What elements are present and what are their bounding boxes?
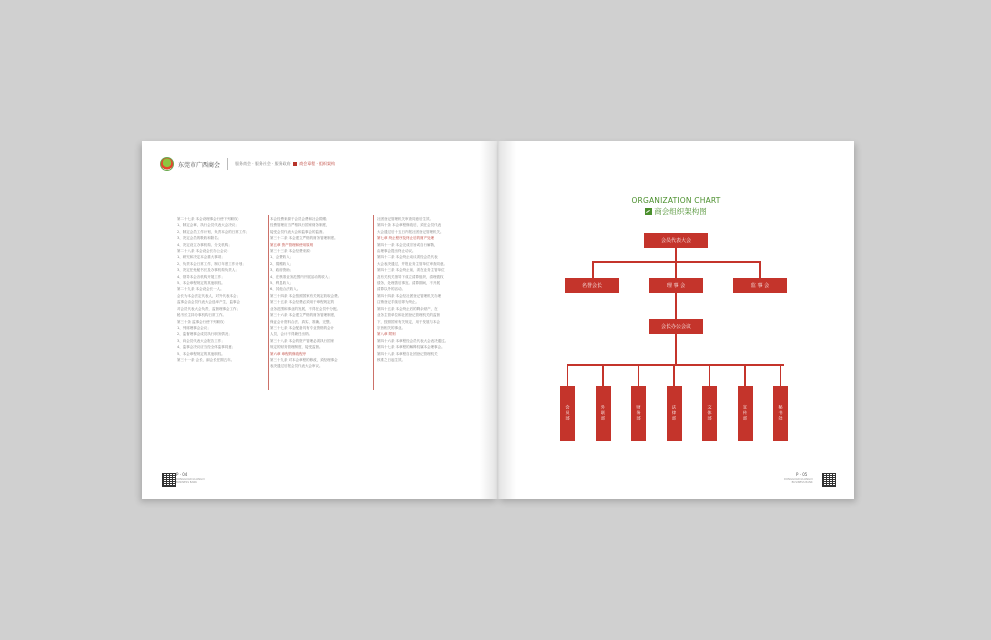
text-column-1 [177,216,277,363]
org-node-department: 秘书处 [773,386,788,441]
qr-code-icon [822,473,836,487]
body-text-line: 大会通过后十五日内报社团登记管理机关。 [377,229,444,234]
body-text-line: 会长为本会法定代表人，对外代表本会； [177,293,240,298]
body-text-line: 1、列席理事会会议； [177,325,211,330]
body-text-line: 3、向会员代表大会报告工作； [177,338,225,343]
body-text-line: 2、制定会员工作计划，负责本会的日常工作； [177,229,250,234]
org-node-department: 外联部 [596,386,611,441]
body-text-line: 第四十七条 本章程的解释权属本会理事会。 [377,345,445,350]
body-text-line: 由理事会提出终止动议。 [377,249,416,254]
body-text-line: 第四十四条 本会经社团登记管理机关办理 [377,293,442,298]
body-text-line: 第三十八条 本会的资产管理必须执行国家 [270,338,335,343]
body-text-line: 核准之日起生效。 [377,357,405,362]
chart-title [621,196,731,217]
body-text-line: 第三十二条 本会建立严格的财务管理制度。 [270,236,338,241]
org-node-council: 理 事 会 [649,278,703,293]
left-page [142,141,498,499]
body-text-line: 4、领导本会各机构开展工作； [177,274,225,279]
chart-title-chinese: 商会组织架构图 [654,207,707,216]
nav-item-1: 服务商会 [235,161,252,166]
body-text-line: 第八章 附则 [377,332,396,337]
footer-meta [176,478,205,485]
qr-code-icon [162,473,176,487]
title-mark-icon [645,208,652,215]
body-text-line: 第三十三条 本会经费来源： [270,249,314,254]
brochure-spread [142,141,854,499]
nav-item-2: 服务社会 [254,161,271,166]
connector-line [744,364,746,386]
connector-line [675,293,677,319]
connector-line [675,334,677,364]
body-text-line: 第四十八条 本章程自社团登记管理机关 [377,351,438,356]
body-text-line: 4、决定设立办事机构、分支机构； [177,242,232,247]
body-text-line: 1、会费收入； [270,255,294,260]
page-number: P · 04 [176,472,188,477]
body-text-line: 1、制定会章，执行会员代表大会决议； [177,223,239,228]
body-text-line: 3、决定任免秘书长及办事机构负责人； [177,268,239,273]
body-text-line: 第二十七条 本会设理事会行使下列职权： [177,217,242,221]
body-text-line: 第四十三条 本会终止前，须在业务主管单位 [377,268,445,273]
nav-item-active: 商会章程 · 组织架构 [299,161,336,166]
body-text-line: 注销登记手续后即为终止。 [377,300,419,305]
chamber-logo-icon [160,157,174,171]
footer-meta-line: BUSINESS BANK [791,481,813,485]
org-node-department: 会员部 [560,386,575,441]
body-text-line: 第三十六条 本会建立严格的财务管理制度， [270,313,338,318]
body-text-line: 下，按照国家有关规定，用于发展与本会 [377,319,440,324]
body-text-line: 4、在核准业务范围内开展活动的收入； [270,274,332,279]
column-divider [373,215,374,390]
body-text-line: 第二十八条 本会设会长办公会议： [177,249,231,254]
org-node-top: 会员代表大会 [644,233,708,248]
org-node-supervisory-board: 监 事 会 [733,278,787,293]
text-column-3 [377,216,477,363]
header-nav: 服务商会 · 服务社会 · 服务政府 商会章程 · 组织架构 [235,161,336,166]
body-text-line: 第六章 章程的修改程序 [270,351,307,356]
body-text-line: 清算以外的活动。 [377,287,405,292]
text-column-2 [270,216,370,370]
body-text-line: 监事会由会员代表大会选举产生，监事会 [177,300,240,305]
body-text-line: 3、政府资助； [270,268,294,273]
nav-item-3: 服务政府 [274,161,291,166]
org-node-department: 宣传部 [738,386,753,441]
body-text-line: 5、本会章程规定的其他职权。 [177,281,225,286]
body-text-line: 大会表决通过，并报业务主管单位审查同意。 [377,261,447,266]
body-text-line: 接受会员代表大会和监事会的监督。 [270,229,326,234]
body-text-line: 第四十二条 本会终止动议须经会员代表 [377,255,438,260]
body-text-line: 第四十条 本会章程修改后，须在会员代表 [377,223,442,228]
body-text-line: 保证会计资料合法、真实、准确、完整。 [270,319,333,324]
body-text-line: 5、本会章程规定的其他职权。 [177,351,225,356]
org-node-department: 财务部 [631,386,646,441]
body-text-line: 社团登记管理机关审查同意后生效。 [377,217,433,221]
org-node-department: 法律部 [667,386,682,441]
connector-line [759,261,761,278]
right-page [498,141,854,499]
body-text-line: 第三十条 监事会行使下列职权： [177,319,228,324]
body-text-line: 2、负责本会日常工作，制订年度工作计划； [177,261,246,266]
chart-title-chinese-row [621,206,731,217]
connector-line [675,261,677,278]
body-text-line: 本会经费来源于会员会费和社会捐赠； [270,217,330,221]
footer-meta [784,478,813,485]
book-gutter-shadow [480,141,516,499]
section-marker-icon [293,162,297,166]
connector-line [602,364,604,386]
body-text-line: 第七章 终止程序及终止后的财产处理 [377,236,435,241]
column-divider [268,215,269,390]
body-text-line: 秘书长主持办事机构日常工作。 [177,313,226,318]
body-text-line: 6、其他合法收入。 [270,287,301,292]
body-text-line: 及有关机关指导下成立清算组织，清理债权 [377,274,444,279]
body-text-line: 经费管理应当严格执行国家财务制度， [270,223,330,228]
body-text-line: 1、研究和决定本会重大事项； [177,255,225,260]
body-text-line: 4、监事会决议应当经全体监事同意； [177,345,236,350]
body-text-line: 业务主管单位和社团登记管理机关的监督 [377,313,440,318]
header-divider [227,158,228,170]
body-text-line: 表决通过后报会员代表大会审议。 [270,364,323,369]
connector-line [673,364,675,386]
body-text-line: 业务范围和事业的发展，不得在会员中分配。 [270,306,340,311]
org-node-president-office: 会长办公会议 [649,319,703,334]
body-text-line: 第二十九条 本会设会长一人。 [177,287,224,292]
body-text-line: 第四十一条 本会完成宗旨或自行解散， [377,242,438,247]
body-text-line: 第三十一条 会长、副会长任期五年。 [177,357,235,362]
connector-line [638,364,640,386]
connector-line [567,364,784,366]
connector-line [592,261,594,278]
body-text-line: 第三十五条 本会经费必须用于章程规定的 [270,300,335,305]
connector-line [675,248,677,261]
organization-name: 东莞市广西商会 [178,162,221,169]
connector-line [567,364,569,386]
body-text-line: 人员，会计不得兼任出纳。 [270,332,312,337]
page-header [160,157,335,171]
footer-meta-line: DONGGUAN GUANGXI [784,478,813,481]
footer-meta-line: BUSINESS BANK [176,481,197,485]
body-text-line: 第三十九条 对本会章程的修改，须经理事会 [270,357,338,362]
body-text-line: 第五章 资产管理和使用原则 [270,242,314,247]
footer-meta-line: DONGGUAN GUANGXI [176,478,205,481]
org-node-honorary-president: 名誉会长 [565,278,619,293]
body-text-line: 3、决定会员的吸收和除名； [177,236,222,241]
body-text-line: 宗旨相关的事业。 [377,325,405,330]
org-node-department: 文体部 [702,386,717,441]
body-text-line: 第四十五条 本会终止后的剩余财产，在 [377,306,438,311]
page-number: P · 05 [796,472,808,477]
body-text-line: 第三十七条 本会配备具有专业资格的会计 [270,325,335,330]
body-text-line: 规定的财务管理制度，接受监督。 [270,345,323,350]
body-text-line: 2、捐赠收入； [270,261,294,266]
body-text-line: 第四十六条 本章程经会员代表大会表决通过。 [377,338,449,343]
body-text-line: 第三十四条 本会按照国家有关规定收取会费。 [270,293,342,298]
connector-line [780,364,782,386]
body-text-line: 债务，处理善后事宜。清算期间，不开展 [377,281,440,286]
body-text-line: 5、利息收入； [270,281,294,286]
chart-title-english: ORGANIZATION CHART [631,196,721,205]
body-text-line: 对会员代表大会负责，监督理事会工作； [177,306,240,311]
connector-line [709,364,711,386]
body-text-line: 2、监督理事会成员执行职务情况； [177,332,232,337]
